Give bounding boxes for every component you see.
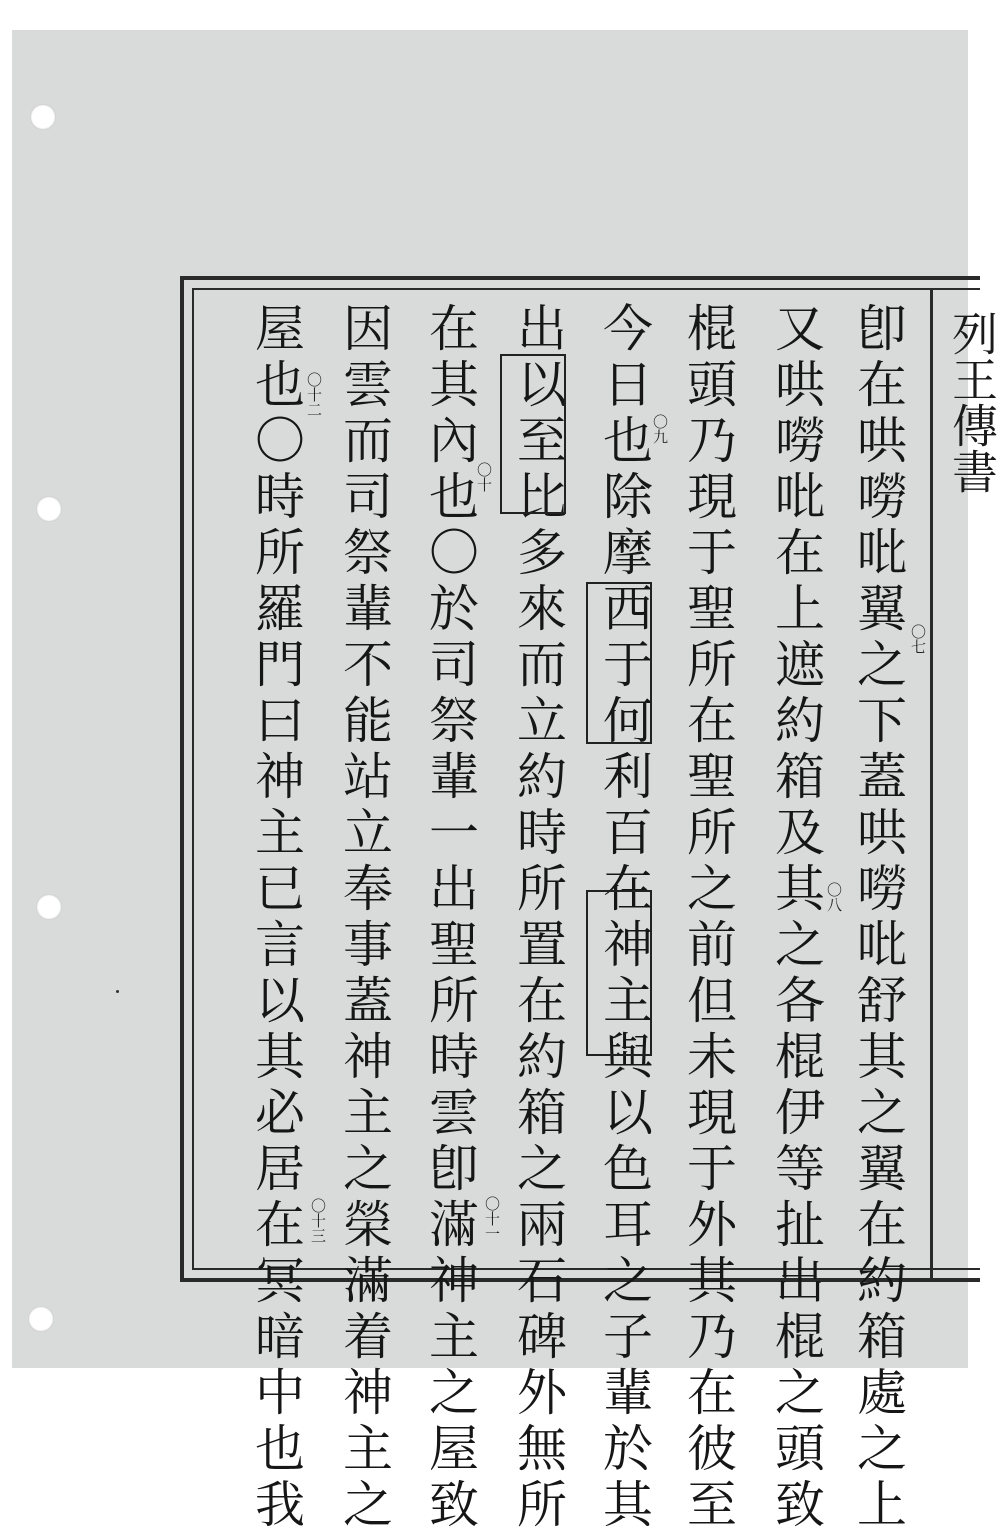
text-frame-inner — [192, 288, 999, 1534]
speck — [116, 990, 119, 993]
note-number-10: 〇十 — [475, 462, 493, 492]
text-column-1: 卽在哄嘮吡翼之下蓋哄嘮吡舒其之翼在約箱處之上 — [849, 302, 907, 1534]
text-column-2: 又哄嘮吡在上遮約箱及其之各棍伊等扯出棍之頭致 — [767, 302, 825, 1534]
text-column-5: 出以至比多來而立約時所置在約箱之兩石碑外無所 — [509, 302, 567, 1534]
note-number-12: 〇十二 — [305, 372, 323, 417]
name-box-2 — [586, 890, 652, 1056]
text-column-8: 屋也〇時所羅門曰神主已言以其必居在冥暗中也我 — [247, 302, 305, 1534]
note-number-9: 〇九 — [651, 414, 669, 444]
note-number-11: 〇十一 — [483, 1196, 501, 1241]
note-number-13: 〇十三 — [309, 1198, 327, 1243]
text-column-7: 因雲而司祭輩不能站立奉事蓋神主之榮滿着神主之 — [335, 302, 393, 1534]
binder-hole-2 — [36, 496, 62, 522]
name-box-3 — [500, 354, 566, 514]
side-rule — [930, 290, 933, 1280]
name-box-1 — [586, 582, 652, 744]
note-number-7: 〇七 — [909, 624, 927, 654]
binder-hole-1 — [30, 104, 56, 130]
text-column-4: 今日也除摩西于何利百在神主與以色耳之子輩於其 — [595, 302, 653, 1534]
text-frame — [180, 276, 999, 1534]
note-number-8: 〇八 — [825, 882, 843, 912]
text-column-6: 在其內也〇於司祭輩一出聖所時雲卽滿神主之屋致 — [421, 302, 479, 1534]
text-column-3: 棍頭乃現于聖所在聖所之前但未現于外其乃在彼至 — [679, 302, 737, 1534]
side-title: 列王傳書 — [945, 310, 999, 494]
binder-hole-4 — [28, 1306, 54, 1332]
binder-hole-3 — [36, 894, 62, 920]
